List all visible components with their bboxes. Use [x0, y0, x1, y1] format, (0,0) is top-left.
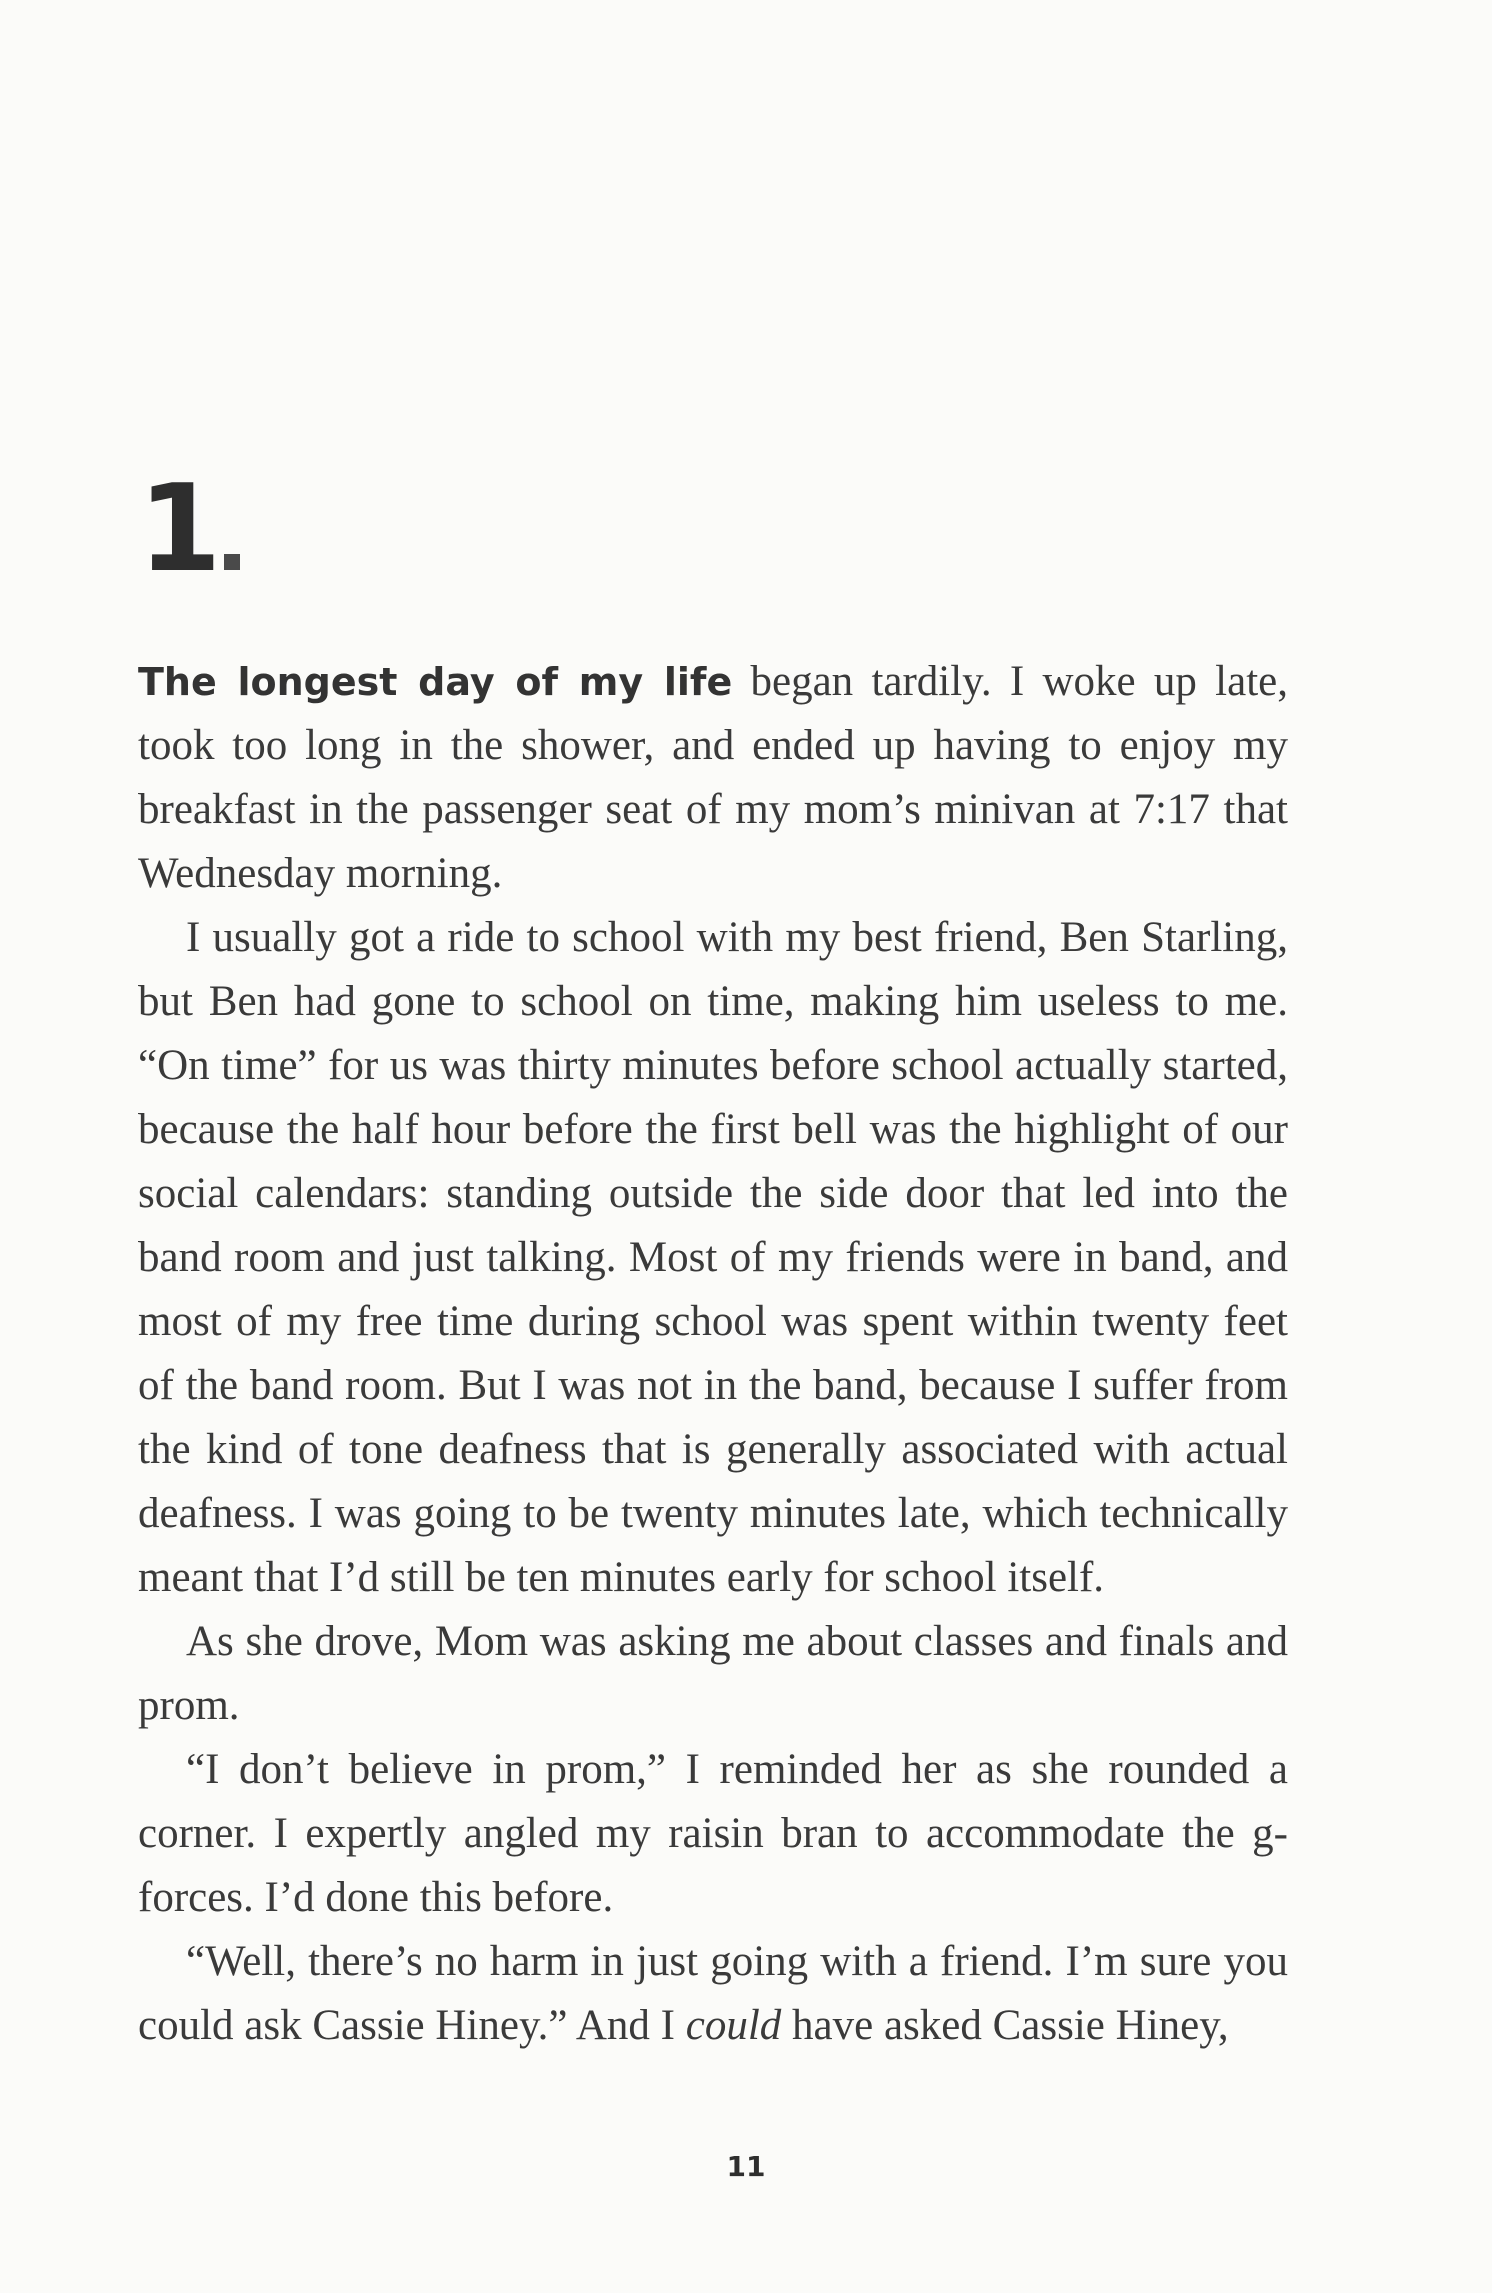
chapter-lead-in: The longest day of my life [138, 660, 733, 704]
chapter-number-text: 1 [138, 460, 218, 599]
paragraph-5-emphasis: could [685, 2002, 782, 2049]
paragraph-4: “I don’t believe in prom,” I reminded her as she rounded a corner. I expertly angled my raisin bran to accommodate the g-forces. I’d done this before. [138, 1746, 1288, 1921]
page-number: 11 [726, 2150, 766, 2183]
chapter-number [138, 460, 240, 599]
chapter-number-dot [224, 554, 240, 570]
paragraph-5-text-before: “Well, there’s no harm in just going with a friend. I’m sure you could ask Cassie Hiney.” And I [138, 1938, 1288, 2049]
paragraph-2: I usually got a ride to school with my best friend, Ben Starling, but Ben had gone to school on time, making him useless to me. “On time” for us was thirty minutes before school actually started, because the half hour before the first bell was the highlight of our social calendars: standing outside the side door that led into the band room and just talking. Most of my friends were in band, and most of my free time during school was spent within twenty feet of the band room. But I was not in the band, because I suffer from the kind of tone deafness that is generally associated with actual deafness. I was going to be twenty minutes late, which technically meant that I’d still be ten minutes early for school itself. [138, 914, 1288, 1601]
paragraph-1-text: began tardily. I woke up late, took too long in the shower, and ended up having to enjoy my breakfast in the passenger seat of my mom’s minivan at 7:17 that Wednesday morning. [138, 658, 1288, 897]
chapter-body [138, 650, 1288, 2058]
paragraph-3: As she drove, Mom was asking me about classes and finals and prom. [138, 1618, 1288, 1729]
paragraph-5-text-after: have asked Cassie Hiney, [781, 2002, 1229, 2049]
paragraph-1 [138, 650, 1288, 906]
paragraph-5 [138, 1930, 1288, 2058]
